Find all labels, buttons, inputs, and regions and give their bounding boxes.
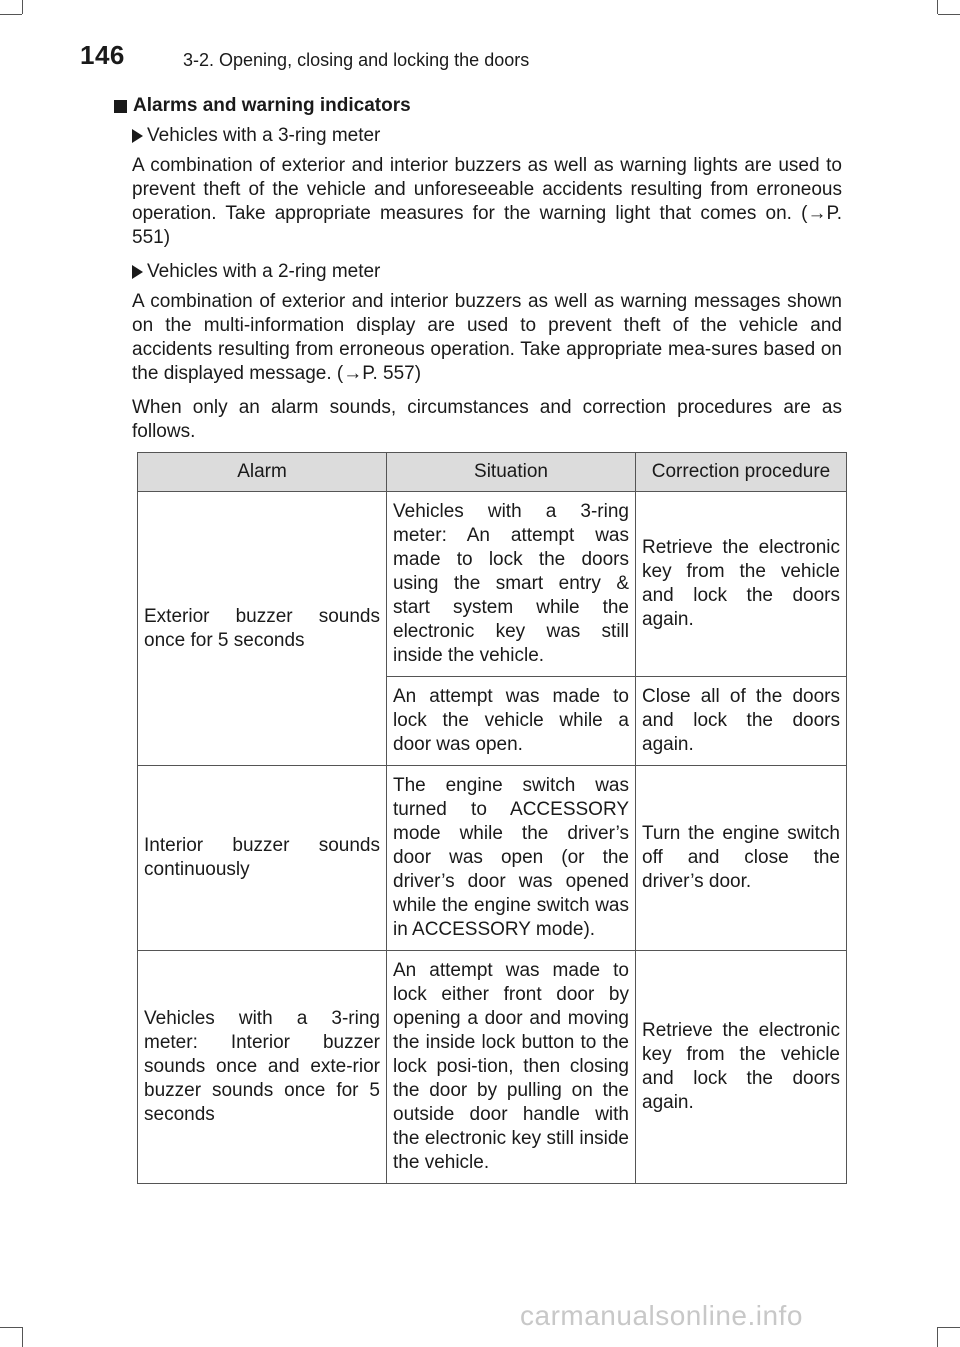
content [112,94,842,454]
correction-cell: Retrieve the electronic key from the vehicle and lock the doors again. [636,951,847,1184]
crop-mark [938,1327,960,1328]
crop-mark [0,14,22,15]
table-header-row [138,453,847,492]
alarm-cell: Interior buzzer sounds continuously [138,766,387,951]
crop-mark [938,14,960,15]
crop-mark [22,1327,23,1347]
correction-cell: Retrieve the electronic key from the vehicle and lock the doors again. [636,492,847,677]
correction-cell: Turn the engine switch off and close the driver’s door. [636,766,847,951]
crop-mark [22,0,23,14]
page-number: 146 [80,40,125,70]
situation-cell: An attempt was made to lock the vehicle while a door was open. [387,677,636,766]
table-row [138,492,847,677]
subheading-text: Vehicles with a 3-ring meter [147,125,381,146]
situation-cell: An attempt was made to lock either front door by opening a door and moving the inside lock button to the lock posi-tion, then closing the door by pulling on the outside door handle with the electronic key still inside the vehicle. [387,951,636,1184]
paragraph: A combination of exterior and interior buzzers as well as warning messages shown on the multi-information display are used to prevent theft of the vehicle and accidents resulting from erroneous operation. Take appropriate mea-sures based on the displayed message. (→P. 557) [132,291,842,384]
chapter-title: 3-2. Opening, closing and locking the doors [183,50,530,70]
crop-mark [937,0,938,14]
triangle-bullet-icon [132,265,143,279]
subheading [132,260,842,284]
correction-cell: Close all of the doors and lock the doors again. [636,677,847,766]
watermark: carmanualsonline.info [520,1300,803,1331]
triangle-bullet-icon [132,129,143,143]
alarm-table [137,452,847,1184]
table-row [138,766,847,951]
alarm-cell: Vehicles with a 3-ring meter: Interior buzzer sounds once and exte-rior buzzer sounds once for 5 seconds [138,951,387,1184]
subheading [132,124,842,148]
paragraph: A combination of exterior and interior buzzers as well as warning lights are used to prevent theft of the vehicle and unforeseeable accidents resulting from erroneous operation. Take appropriate measures for the warning light that comes on. (→P. 551) [132,155,842,248]
alarm-cell: Exterior buzzer sounds once for 5 seconds [138,492,387,766]
crop-mark [937,1327,938,1347]
column-header-alarm: Alarm [138,453,387,492]
column-header-situation: Situation [387,453,636,492]
situation-cell: The engine switch was turned to ACCESSORY mode while the driver’s door was open (or the driver’s door was opened while the engine switch was in ACCESSORY mode). [387,766,636,951]
square-bullet-icon [114,100,127,113]
crop-mark [0,1327,22,1328]
section-heading [112,94,842,118]
column-header-correction: Correction procedure [636,453,847,492]
subheading-text: Vehicles with a 2-ring meter [147,261,381,282]
paragraph: When only an alarm sounds, circumstances and correction procedures are as follows. [132,397,842,442]
table-row [138,951,847,1184]
section-heading-text: Alarms and warning indicators [133,95,411,116]
situation-cell: Vehicles with a 3-ring meter: An attempt was made to lock the doors using the smart entry & start system while the electronic key was still inside the vehicle. [387,492,636,677]
